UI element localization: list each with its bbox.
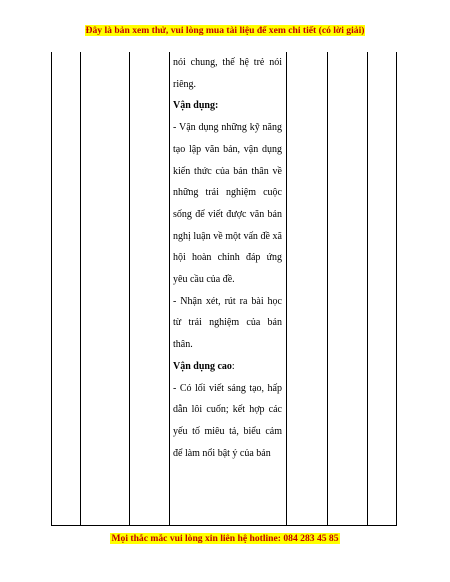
header-notice-text: Đây là bản xem thử, vui lòng mua tài liệu để xem chi tiết (có lời giải) [85,25,365,36]
footer-notice-text: Mọi thắc mắc vui lòng xin liên hệ hotline: 084 283 45 85 [111,533,339,544]
heading-van-dung: Vận dụng: [173,100,219,112]
column-divider [80,52,81,525]
heading-van-dung-cao: Vận dụng cao [173,360,232,372]
footer-notice-banner [0,533,450,544]
paragraph-van-dung-cao: - Có lối viết sáng tạo, hấp dẫn lôi cuốn; kết hợp các yếu tố miêu tả, biểu cảm để làm nổi bật ý của bản [173,382,282,459]
column-divider [129,52,130,525]
paragraph-van-dung: - Vận dụng những kỹ năng tạo lập văn bản, vận dụng kiến thức của bản thân về những trải nghiệm cuộc sống để viết được văn bản nghị luận về một vấn đề xã hội hoàn chỉnh đáp ứng yêu cầu của đề. [173,122,282,286]
content-table [51,52,397,526]
column-divider [367,52,368,525]
intro-paragraph: nói chung, thế hệ trẻ nói riêng. [173,57,282,90]
table-cell-content [169,52,286,464]
column-divider [327,52,328,525]
column-divider [286,52,287,525]
header-notice-banner [0,25,450,36]
heading-colon: : [231,360,235,372]
paragraph-nhan-xet: - Nhận xét, rút ra bài học từ trải nghiệm của bản thân. [173,295,282,351]
